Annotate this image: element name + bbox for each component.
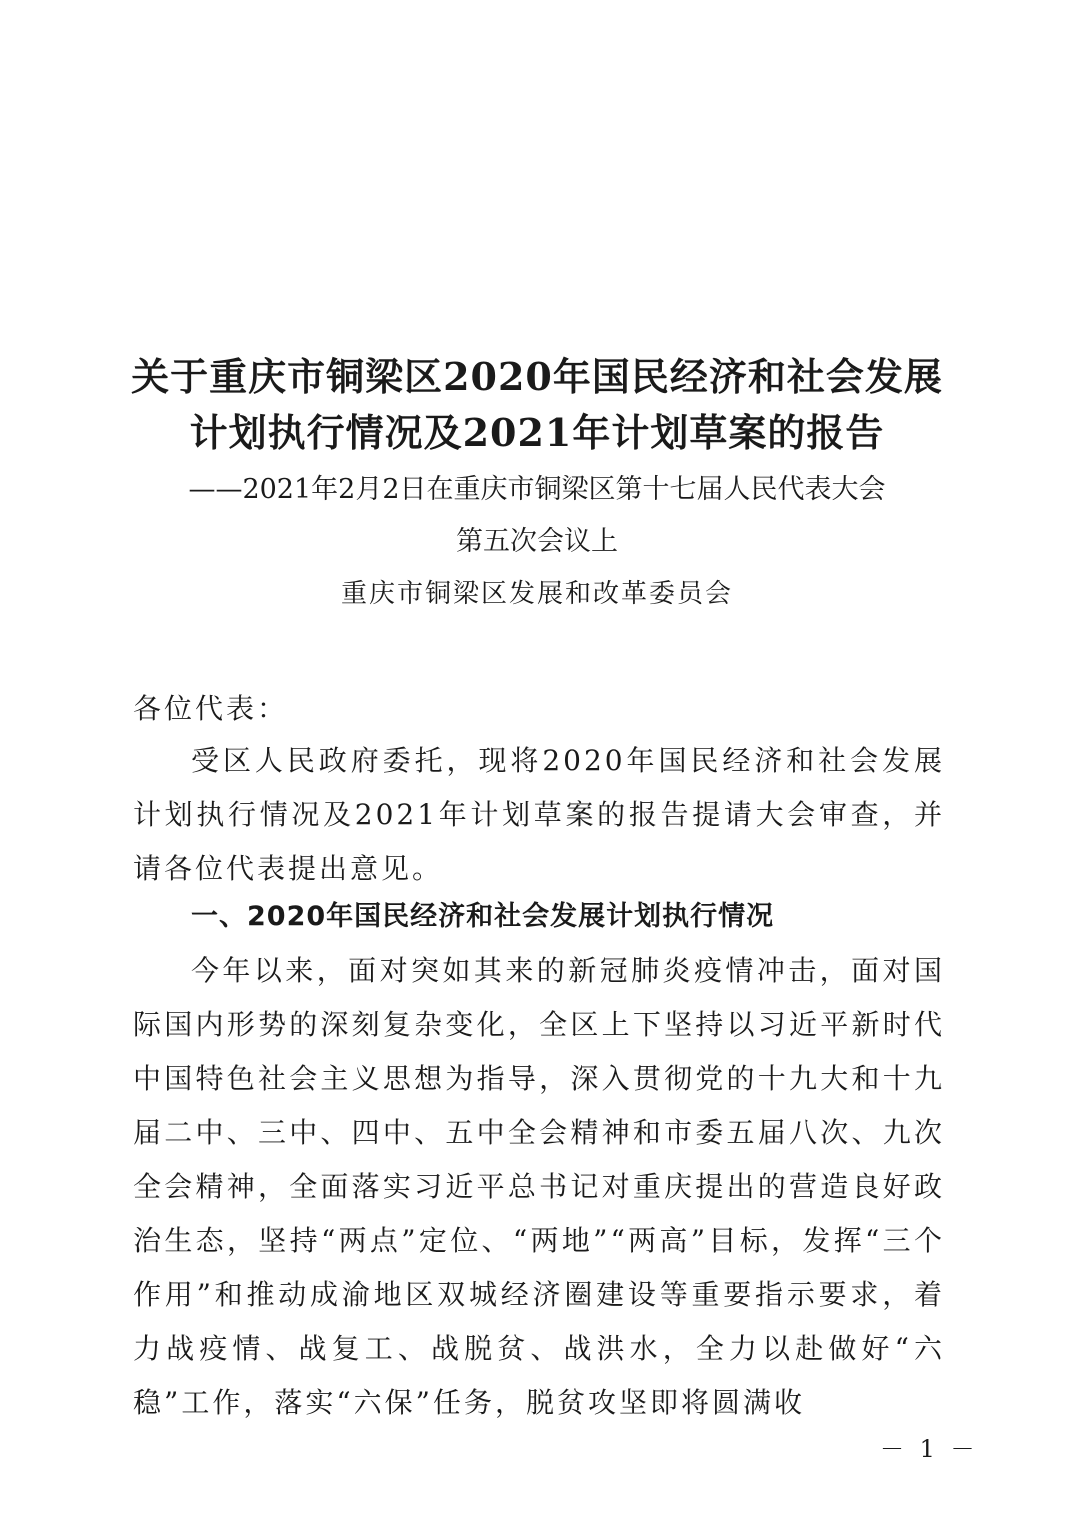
intro-paragraph: 受区人民政府委托，现将2020年国民经济和社会发展计划执行情况及2021年计划草案的报告提请大会审查，并请各位代表提出意见。 (133, 744, 945, 885)
page-number: － 1 － (880, 1435, 979, 1463)
report-title-line-2: 计划执行情况及2021年计划草案的报告 (189, 410, 885, 455)
subtitle-line-2: 第五次会议上 (456, 526, 618, 557)
section-paragraph: 今年以来，面对突如其来的新冠肺炎疫情冲击，面对国际国内形势的深刻复杂变化，全区上下坚持以习近平新时代中国特色社会主义思想为指导，深入贯彻党的十九大和十九届二中、三中、四中、五中全会精神和市委五届八次、九次全会精神，全面落实习近平总书记对重庆提出的营造良好政治生态，坚持“两点”定位、“两地”“两高”目标，发挥“三个作用”和推动成渝地区双城经济圈建设等重要指示要求，着力战疫情、战复工、战脱贫、战洪水，全力以赴做好“六稳”工作，落实“六保”任务，脱贫攻坚即将圆满收 (133, 954, 945, 1419)
subtitle-line-1: ——2021年2月2日在重庆市铜梁区第十七届人民代表大会 (188, 474, 886, 505)
issuing-organization: 重庆市铜梁区发展和改革委员会 (340, 579, 733, 609)
greeting: 各位代表： (133, 692, 289, 725)
report-title-line-1: 关于重庆市铜梁区2020年国民经济和社会发展 (131, 354, 943, 399)
section-heading: 一、2020年国民经济和社会发展计划执行情况 (191, 901, 775, 932)
